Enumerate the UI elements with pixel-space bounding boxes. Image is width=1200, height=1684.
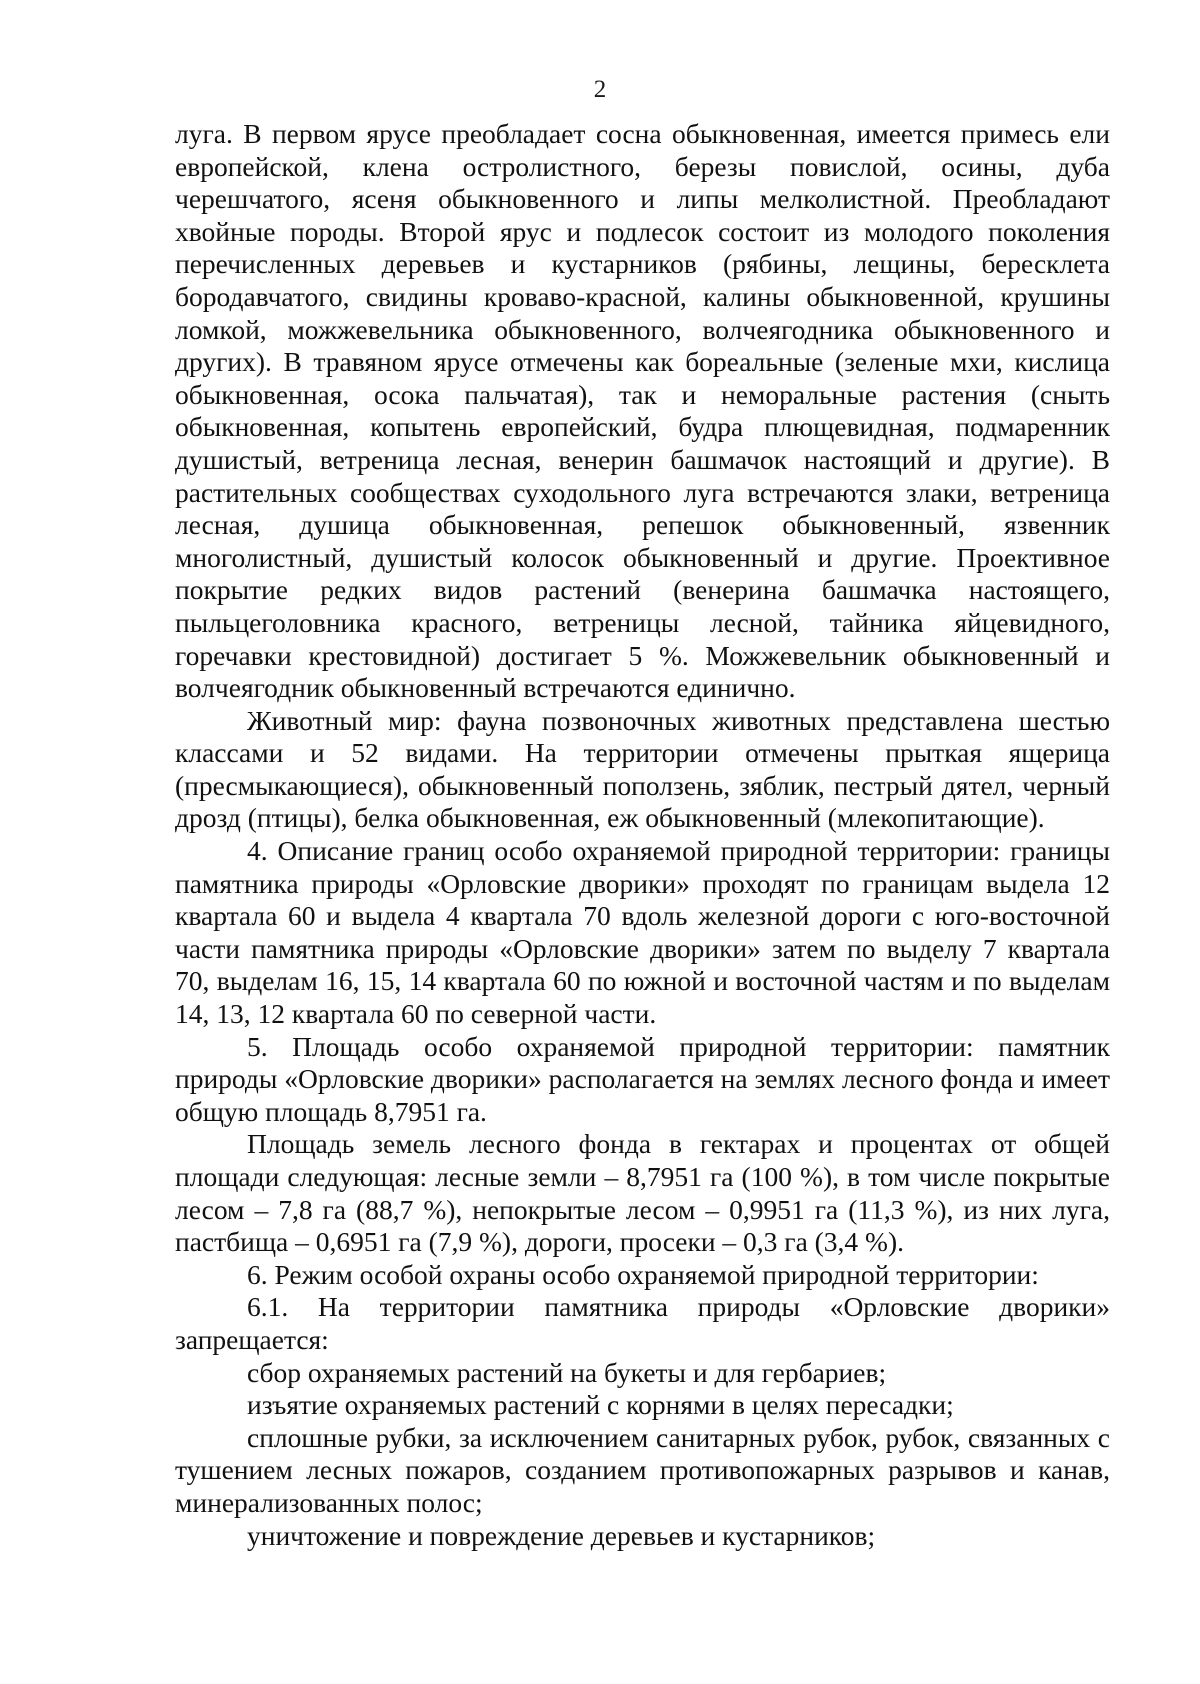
list-item-prohibition: сплошные рубки, за исключением санитарных рубок, рубок, связанных с тушением лесных пожаров, созданием противопожарных разрывов и канав, минерализованных полос; [175,1421,1110,1518]
list-item-prohibition: сбор охраняемых растений на букеты и для гербариев; [247,1356,887,1388]
paragraph-boundaries: 4. Описание границ особо охраняемой природной территории: границы памятника природы «Орловские дворики» проходят по границам выдела 12 квартала 60 и выдела 4 квартала 70 вдоль железной дороги с юго-восточной части памятника природы «Орловские дворики» затем по выделу 7 квартала 70, выделам 16, 15, 14 квартала 60 по южной и восточной частям и по выделам 14, 13, 12 квартала 60 по северной части. [175,835,1110,1030]
list-item-prohibition: уничтожение и повреждение деревьев и кустарников; [247,1519,876,1551]
paragraph-protection-regime: 6. Режим особой охраны особо охраняемой природной территории: [247,1258,1039,1290]
paragraph-prohibitions-intro: 6.1. На территории памятника природы «Орловские дворики» запрещается: [175,1291,1110,1355]
page-number: 2 [593,76,607,103]
paragraph-area-breakdown: Площадь земель лесного фонда в гектарах и процентах от общей площади следующая: лесные земли – 8,7951 га (100 %), в том числе покрытые лесом – 7,8 га (88,7 %), непокрытые лесом – 0,9951 га (11,3 %), из них луга, пастбища – 0,6951 га (7,9 %), дороги, просеки – 0,3 га (3,4 %). [175,1128,1110,1258]
list-item-prohibition: изъятие охраняемых растений с корнями в целях пересадки; [247,1389,954,1421]
paragraph-fauna: Животный мир: фауна позвоночных животных представлена шестью классами и 52 видами. На территории отмечены прыткая ящерица (пресмыкающиеся), обыкновенный поползень, зяблик, пестрый дятел, черный дрозд (птицы), белка обыкновенная, еж обыкновенный (млекопитающие). [175,704,1110,834]
paragraph-area: 5. Площадь особо охраняемой природной территории: памятник природы «Орловские дворики» располагается на землях лесного фонда и имеет общую площадь 8,7951 га. [175,1030,1110,1127]
document-body [175,118,1110,1552]
paragraph-vegetation: луга. В первом ярусе преобладает сосна обыкновенная, имеется примесь ели европейской, клена остролистного, березы повислой, осины, дуба черешчатого, ясеня обыкновенного и липы мелколистной. Преобладают хвойные породы. Второй ярус и подлесок состоит из молодого поколения перечисленных деревьев и кустарников (рябины, лещины, бересклета бородавчатого, свидины кроваво-красной, калины обыкновенной, крушины ломкой, можжевельника обыкновенного, волчеягодника обыкновенного и других). В травяном ярусе отмечены как бореальные (зеленые мхи, кислица обыкновенная, осока пальчатая), так и неморальные растения (сныть обыкновенная, копытень европейский, будра плющевидная, подмаренник душистый, ветреница лесная, венерин башмачок настоящий и другие). В растительных сообществах суходольного луга встречаются злаки, ветреница лесная, душица обыкновенная, репешок обыкновенный, язвенник многолистный, душистый колосок обыкновенный и другие. Проективное покрытие редких видов растений (венерина башмачка настоящего, пыльцеголовника красного, ветреницы лесной, тайника яйцевидного, горечавки крестовидной) достигает 5 %. Можжевельник обыкновенный и волчеягодник обыкновенный встречаются единично. [175,118,1110,704]
